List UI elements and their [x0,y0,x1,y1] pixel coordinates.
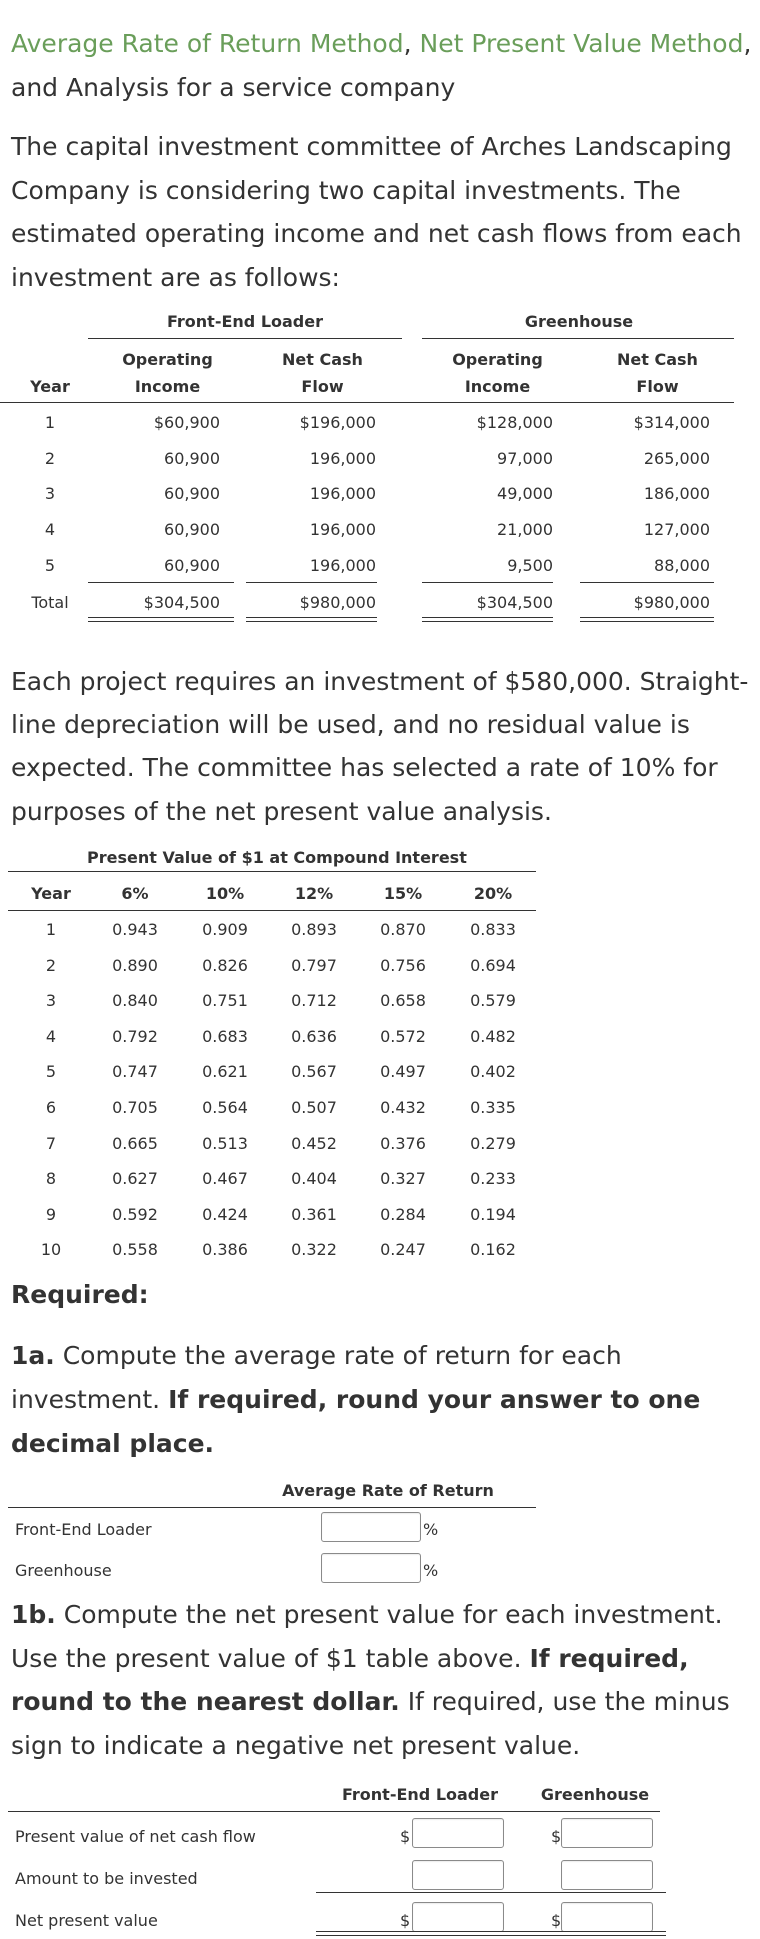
dollar-sign: $ [551,1827,562,1846]
pv-cell: 0.284 [380,1204,426,1224]
pv-cell: 0.335 [470,1098,516,1117]
intro-line-3: estimated operating income and net cash flows from each [11,219,742,248]
pv-cell: 0.327 [380,1169,426,1189]
total-fel-ncf: $980,000 [299,593,376,612]
q1a-line-1: 1a. Compute the average rate of return for each [11,1341,622,1370]
percent-unit: % [423,1561,439,1580]
npv-input-front-end-loader[interactable] [412,1860,504,1890]
pv-cell: 0.579 [470,991,516,1011]
col-header-gh-ncf-1: Net Cash [617,350,698,369]
title-link-avg-rate[interactable]: Average Rate of Return Method [11,29,404,58]
required-heading: Required: [11,1280,149,1309]
avg-rate-input-front-end-loader[interactable] [321,1512,421,1542]
inv-row-gh-oi: 97,000 [497,449,553,468]
title-link-npv[interactable]: Net Present Value Method [419,29,744,58]
pv-cell: 0.567 [291,1062,337,1082]
inv-row-fel-oi: 60,900 [164,449,220,468]
total-gh-oi: $304,500 [476,593,553,612]
pv-cell: 0.402 [470,1062,516,1082]
pv-cell: 0.361 [291,1204,337,1224]
pv-cell: 0.233 [470,1169,516,1189]
pv-cell: 0.747 [112,1062,158,1082]
pv-cell: 0.833 [470,920,516,939]
inv-row-fel-ncf: $196,000 [299,413,376,432]
pv-cell: 0.890 [112,955,158,975]
inv-row-fel-ncf: 196,000 [309,556,376,575]
total-label: Total [31,593,69,612]
pv-cell: 0.279 [470,1133,516,1153]
pv-cell: 0.247 [380,1240,426,1260]
pv-cell: 0.870 [380,920,426,939]
col-header-fel-oi-1: Operating [122,350,213,369]
dollar-sign: $ [400,1911,411,1930]
pv-cell: 0.636 [291,1026,337,1046]
avg-rate-label: Front-End Loader [15,1520,152,1539]
intro-line-1: The capital investment committee of Arches Landscaping [11,132,732,161]
pv-row-year: 4 [45,1026,57,1046]
pv-cell: 0.621 [202,1062,248,1082]
inv-row-fel-ncf: 196,000 [309,484,376,503]
npv-row-label: Net present value [15,1911,158,1930]
inv-row-gh-ncf: 88,000 [654,556,710,575]
pv-cell: 0.452 [291,1133,337,1153]
npv-input-front-end-loader[interactable] [412,1818,504,1848]
inv-row-year: 4 [44,520,56,539]
pv-cell: 0.467 [202,1169,248,1189]
col-header-fel-oi-2: Income [134,377,201,396]
inv-row-fel-oi: 60,900 [164,484,220,503]
pv-cell: 0.558 [112,1240,158,1260]
q1b-line-3: round to the nearest dollar. If required, use the minus [11,1687,730,1716]
para2-line-3: expected. The committee has selected a rate of 10% for [11,753,718,782]
col-header-gh-oi-1: Operating [452,350,543,369]
avg-rate-header: Average Rate of Return [282,1481,494,1500]
pv-cell: 0.909 [202,920,248,939]
npv-row-label: Amount to be invested [15,1869,198,1888]
col-header-gh-oi-2: Income [464,377,531,396]
pv-cell: 0.564 [202,1098,248,1117]
q1b-line-1: 1b. Compute the net present value for each investment. [11,1600,723,1629]
inv-row-fel-ncf: 196,000 [309,520,376,539]
pv-cell: 0.376 [380,1133,426,1153]
npv-input-greenhouse[interactable] [561,1818,653,1848]
pv-cell: 0.826 [202,955,248,975]
col-header-fel-ncf-1: Net Cash [282,350,363,369]
para2-line-2: line depreciation will be used, and no residual value is [11,710,690,739]
title-rest: and Analysis for a service company [11,73,456,102]
para2-line-4: purposes of the net present value analysis. [11,797,552,826]
total-fel-oi: $304,500 [143,593,220,612]
pv-cell: 0.797 [291,955,337,975]
pv-col-header: 20% [473,884,513,903]
npv-row-label: Present value of net cash flow [15,1827,256,1846]
inv-row-gh-oi: 9,500 [507,556,553,575]
col-header-year: Year [30,377,70,396]
pv-cell: 0.683 [202,1026,248,1046]
pv-cell: 0.482 [470,1026,516,1046]
inv-row-year: 2 [44,449,56,468]
pv-col-header: 10% [205,884,245,903]
pv-row-year: 1 [45,920,57,939]
pv-row-year: 2 [45,955,57,975]
pv-col-header: Year [31,884,71,903]
pv-cell: 0.572 [380,1026,426,1046]
pv-table-title: Present Value of $1 at Compound Interest [87,848,467,867]
npv-col-header-fel: Front-End Loader [342,1785,498,1804]
pv-row-year: 5 [45,1062,57,1082]
pv-cell: 0.712 [291,991,337,1011]
q1b-line-2: Use the present value of $1 table above. If required, [11,1644,689,1673]
inv-row-year: 1 [44,413,56,432]
q1a-line-2: investment. If required, round your answer to one [11,1385,701,1414]
pv-cell: 0.893 [291,920,337,939]
pv-cell: 0.840 [112,991,158,1011]
total-gh-ncf: $980,000 [633,593,710,612]
page-title: Average Rate of Return Method, Net Present Value Method, [11,29,752,58]
inv-row-fel-oi: 60,900 [164,556,220,575]
group-header-front-end-loader: Front-End Loader [167,312,323,331]
pv-row-year: 10 [40,1240,62,1260]
pv-row-year: 9 [45,1204,57,1224]
inv-row-year: 5 [44,556,56,575]
q1a-line-3: decimal place. [11,1429,215,1458]
pv-cell: 0.322 [291,1240,337,1260]
inv-row-fel-ncf: 196,000 [309,449,376,468]
pv-cell: 0.756 [380,955,426,975]
pv-cell: 0.792 [112,1026,158,1046]
group-header-greenhouse: Greenhouse [524,312,634,331]
q1b-line-4: sign to indicate a negative net present value. [11,1731,581,1760]
col-header-gh-ncf-2: Flow [636,377,679,396]
inv-row-gh-ncf: 127,000 [643,520,710,539]
pv-cell: 0.432 [380,1098,426,1117]
percent-unit: % [423,1520,439,1539]
npv-input-front-end-loader[interactable] [412,1902,504,1932]
inv-row-gh-ncf: 265,000 [643,449,710,468]
col-header-fel-ncf-2: Flow [301,377,344,396]
pv-cell: 0.162 [470,1240,516,1260]
pv-cell: 0.751 [202,991,248,1011]
dollar-sign: $ [400,1827,411,1846]
pv-cell: 0.943 [112,920,158,939]
pv-cell: 0.592 [112,1204,158,1224]
pv-cell: 0.424 [202,1204,248,1224]
pv-row-year: 6 [45,1098,57,1117]
pv-cell: 0.627 [112,1169,158,1189]
inv-row-fel-oi: 60,900 [164,520,220,539]
pv-row-year: 3 [45,991,57,1011]
inv-row-gh-ncf: 186,000 [643,484,710,503]
pv-cell: 0.705 [112,1098,158,1117]
pv-col-header: 6% [121,884,149,903]
pv-cell: 0.404 [291,1169,337,1189]
npv-input-greenhouse[interactable] [561,1902,653,1932]
pv-cell: 0.194 [470,1204,516,1224]
inv-row-fel-oi: $60,900 [153,413,220,432]
intro-line-4: investment are as follows: [11,263,340,292]
pv-cell: 0.497 [380,1062,426,1082]
pv-cell: 0.386 [202,1240,248,1260]
pv-cell: 0.658 [380,991,426,1011]
intro-line-2: Company is considering two capital investments. The [11,176,681,205]
inv-row-gh-oi: $128,000 [476,413,553,432]
pv-col-header: 15% [383,884,423,903]
pv-cell: 0.665 [112,1133,158,1153]
avg-rate-label: Greenhouse [15,1561,112,1580]
pv-cell: 0.694 [470,955,516,975]
inv-row-gh-ncf: $314,000 [633,413,710,432]
para2-line-1: Each project requires an investment of $580,000. Straight- [11,667,749,696]
pv-row-year: 8 [45,1169,57,1189]
dollar-sign: $ [551,1911,562,1930]
pv-cell: 0.513 [202,1133,248,1153]
inv-row-year: 3 [44,484,56,503]
avg-rate-input-greenhouse[interactable] [321,1553,421,1583]
inv-row-gh-oi: 49,000 [497,484,553,503]
npv-col-header-gh: Greenhouse [540,1785,650,1804]
inv-row-gh-oi: 21,000 [497,520,553,539]
npv-input-greenhouse[interactable] [561,1860,653,1890]
pv-col-header: 12% [294,884,334,903]
pv-cell: 0.507 [291,1098,337,1117]
pv-row-year: 7 [45,1133,57,1153]
